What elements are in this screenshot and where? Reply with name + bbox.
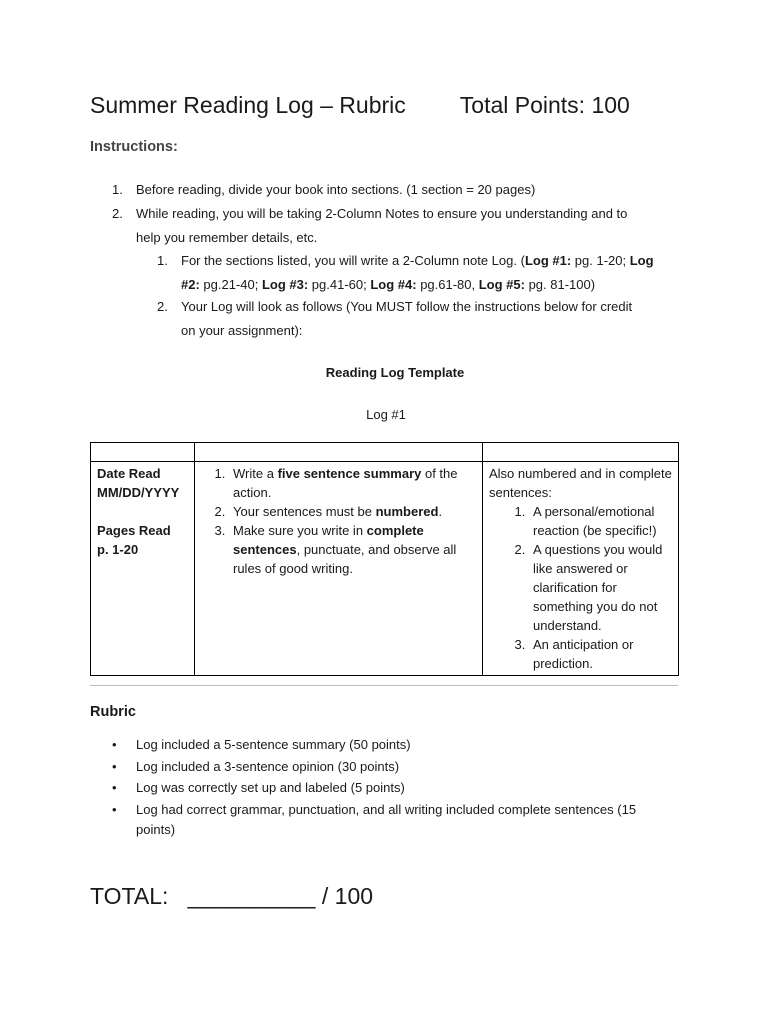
- opinion-cell: [483, 462, 679, 676]
- date-read-label: Date Read: [97, 466, 161, 481]
- summary-cell: [195, 462, 483, 676]
- rubric-item-cont: points): [136, 822, 176, 837]
- page-title: [90, 92, 630, 119]
- header-cell: [195, 443, 483, 462]
- instructions-heading: Instructions:: [90, 139, 178, 155]
- instruction-item-1: [112, 182, 535, 197]
- log5-pages: pg. 81-100): [524, 277, 596, 292]
- list-item: 1. Write a five sentence summary of the action.: [229, 464, 476, 502]
- title-text: Summer Reading Log – Rubric: [90, 92, 406, 118]
- list-item: 3. Make sure you write in complete sentences, punctuate, and observe all rules of good writing.: [229, 521, 476, 578]
- log5-label: Log #5:: [478, 277, 525, 292]
- pages-value: p. 1-20: [97, 542, 139, 557]
- log1-label: Log #1:: [524, 253, 572, 268]
- log4-label: Log #4:: [370, 277, 417, 292]
- divider: [90, 685, 678, 686]
- template-heading: Reading Log Template: [325, 365, 465, 380]
- table-header-row: [91, 443, 679, 462]
- list-item: 3. An anticipation or prediction.: [529, 635, 672, 673]
- log2-label-cont: #2:: [181, 277, 200, 292]
- instruction-text: While reading, you will be taking 2-Column Notes to ensure you understanding and to: [136, 206, 628, 221]
- rubric-item: • Log included a 3-sentence opinion (30 points): [112, 759, 400, 774]
- log-label: Log #1: [366, 407, 406, 422]
- instruction-num: 1.: [112, 182, 123, 197]
- sub-instruction-1-cont: [181, 277, 595, 292]
- header-cell: [91, 443, 195, 462]
- date-pages-cell: [91, 462, 195, 676]
- instruction-text: Before reading, divide your book into sections. (1 section = 20 pages): [136, 182, 536, 197]
- total-label: TOTAL:: [90, 883, 169, 909]
- date-format: MM/DD/YYYY: [97, 485, 180, 500]
- bullet-icon: •: [112, 737, 117, 752]
- total-out-of: / 100: [321, 883, 374, 909]
- log-template-table: [90, 442, 679, 676]
- opinion-intro: Also numbered and in complete sentences:: [489, 466, 672, 500]
- header-cell: [483, 443, 679, 462]
- rubric-item: • Log was correctly set up and labeled (5 points): [112, 780, 405, 795]
- rubric-item: • Log had correct grammar, punctuation, and all writing included complete sentences (15: [112, 802, 637, 817]
- list-item: 1. A personal/emotional reaction (be specific!): [529, 502, 672, 540]
- instruction-item-2-cont: help you remember details, etc.: [136, 230, 318, 245]
- log2-pages: pg.21-40;: [199, 277, 262, 292]
- total-blank: __________: [187, 883, 316, 909]
- list-item: 2. Your sentences must be numbered.: [229, 502, 476, 521]
- log2-label: Log: [629, 253, 654, 268]
- summary-list: [201, 464, 476, 578]
- log4-pages: pg.61-80,: [416, 277, 479, 292]
- total-points-text: Total Points: 100: [459, 92, 630, 118]
- sub-text: Your Log will look as follows (You MUST follow the instructions below for credit: [181, 299, 633, 314]
- rubric-heading: Rubric: [90, 704, 136, 720]
- list-item: 2. A questions you would like answered or clarification for something you do not understand.: [529, 540, 672, 635]
- rubric-item: • Log included a 5-sentence summary (50 points): [112, 737, 411, 752]
- sub-instruction-1: [157, 253, 654, 268]
- bullet-icon: •: [112, 780, 117, 795]
- log1-pages: pg. 1-20;: [571, 253, 630, 268]
- pages-read-label: Pages Read: [97, 523, 171, 538]
- sub-instruction-2-cont: on your assignment):: [181, 323, 303, 338]
- table-body-row: [91, 462, 679, 676]
- total-line: [90, 883, 373, 910]
- opinion-list: [489, 502, 672, 673]
- log3-pages: pg.41-60;: [308, 277, 371, 292]
- sub-instruction-2: [157, 299, 632, 314]
- log3-label: Log #3:: [261, 277, 309, 292]
- instruction-item-2: [112, 206, 627, 221]
- instruction-num: 2.: [112, 206, 123, 221]
- sub-num: 1.: [157, 253, 168, 268]
- sub-num: 2.: [157, 299, 168, 314]
- bullet-icon: •: [112, 802, 117, 817]
- bullet-icon: •: [112, 759, 117, 774]
- sub-text: For the sections listed, you will write a 2-Column note Log. (: [181, 253, 525, 268]
